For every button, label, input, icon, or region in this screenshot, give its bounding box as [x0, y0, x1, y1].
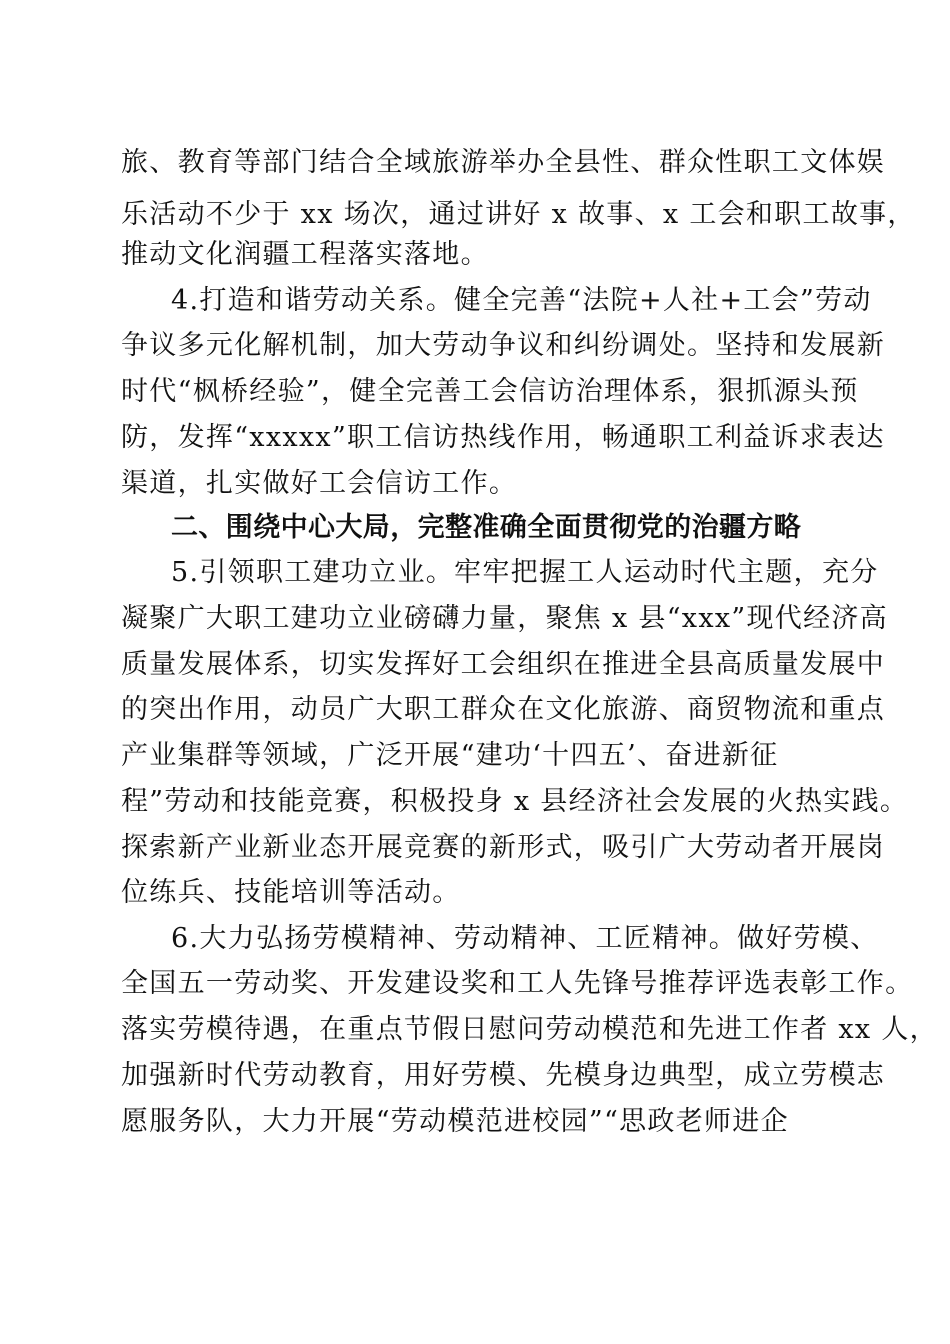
section-heading: 二、围绕中心大局，完整准确全面贯彻党的治疆方略 [171, 512, 802, 543]
p3-line-3: 质量发展体系，切实发挥好工会组织在推进全县高质量发展中 [121, 649, 886, 680]
p2-line-5: 渠道，扎实做好工会信访工作。 [121, 468, 518, 499]
p4-line-3: 落实劳模待遇，在重点节假日慰问劳动模范和先进工作者 xx 人， [121, 1014, 938, 1045]
p3-line-2: 凝聚广大职工建功立业磅礴力量，聚焦 x 县“xxx”现代经济高 [121, 603, 888, 634]
p2-line-3: 时代“枫桥经验”，健全完善工会信访治理体系，狠抓源头预 [121, 376, 859, 407]
p2-line-4: 防，发挥“xxxxx”职工信访热线作用，畅通职工利益诉求表达 [121, 422, 885, 453]
p2-line-2: 争议多元化解机制，加大劳动争议和纠纷调处。坚持和发展新 [121, 330, 886, 361]
p4-line-2: 全国五一劳动奖、开发建设奖和工人先锋号推荐评选表彰工作。 [121, 968, 914, 999]
p1-line-3: 推动文化润疆工程落实落地。 [121, 239, 489, 270]
p2-line-1: 4.打造和谐劳动关系。健全完善“法院+人社+工会”劳动 [171, 285, 872, 316]
p3-line-5: 产业集群等领域，广泛开展“建功‘十四五’、奋进新征 [121, 740, 779, 771]
p3-line-8: 位练兵、技能培训等活动。 [121, 877, 461, 908]
p3-line-6: 程”劳动和技能竞赛，积极投身 x 县经济社会发展的火热实践。 [121, 786, 909, 817]
p3-line-1: 5.引领职工建功立业。牢牢把握工人运动时代主题，充分 [171, 557, 879, 588]
p4-line-5: 愿服务队，大力开展“劳动模范进校园”“思政老师进企 [121, 1106, 789, 1137]
p3-line-4: 的突出作用，动员广大职工群众在文化旅游、商贸物流和重点 [121, 694, 886, 725]
p1-line-2: 乐活动不少于 xx 场次，通过讲好 x 故事、x 工会和职工故事， [121, 199, 916, 230]
p4-line-4: 加强新时代劳动教育，用好劳模、先模身边典型，成立劳模志 [121, 1060, 886, 1091]
p1-line-1: 旅、教育等部门结合全域旅游举办全县性、群众性职工文体娱 [121, 147, 886, 178]
p3-line-7: 探索新产业新业态开展竞赛的新形式，吸引广大劳动者开展岗 [121, 832, 886, 863]
p4-line-1: 6.大力弘扬劳模精神、劳动精神、工匠精神。做好劳模、 [171, 923, 879, 954]
